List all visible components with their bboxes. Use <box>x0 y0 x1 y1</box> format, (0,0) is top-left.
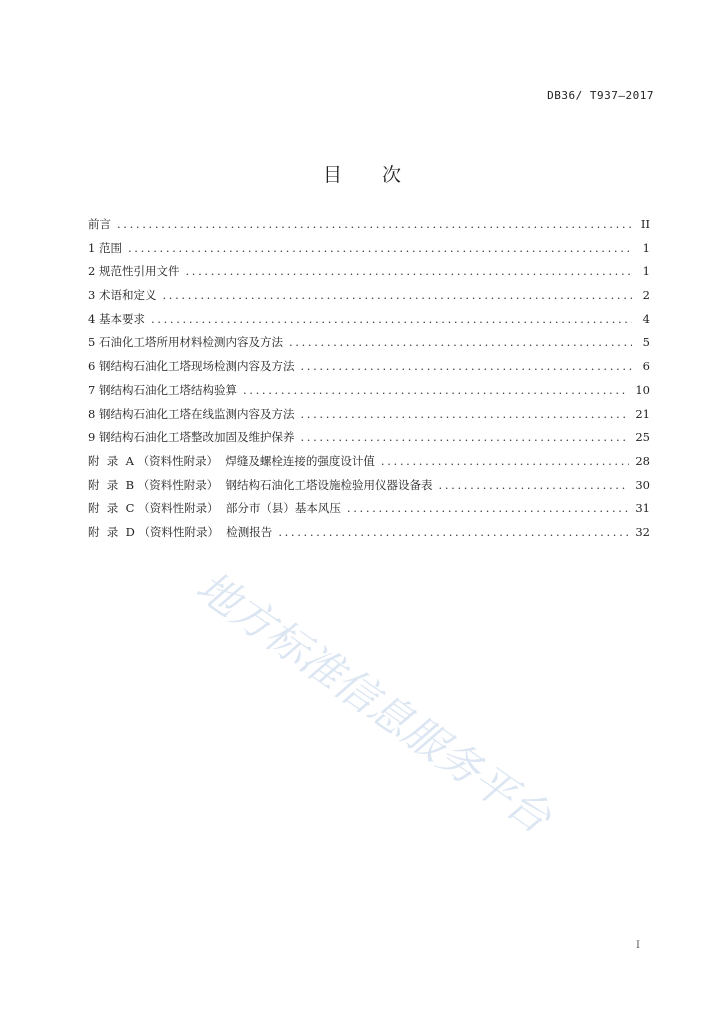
toc-entry[interactable] <box>88 240 650 264</box>
toc-entry[interactable] <box>88 358 650 382</box>
toc-entry-page: 6 <box>642 359 650 374</box>
toc-leader-dots <box>128 241 632 255</box>
toc-leader-dots <box>278 525 629 539</box>
toc-leader-dots <box>162 288 632 302</box>
toc-entry-label: 8 钢结构石油化工塔在线监测内容及方法 <box>88 406 295 421</box>
toc-entry[interactable] <box>88 477 650 501</box>
toc-entry-label: 5 石油化工塔所用材料检测内容及方法 <box>88 335 283 350</box>
toc-entry[interactable] <box>88 500 650 524</box>
toc-leader-dots <box>117 217 632 231</box>
toc-entry-page: 21 <box>635 406 650 421</box>
toc-entry[interactable] <box>88 429 650 453</box>
toc-leader-dots <box>185 264 632 278</box>
standard-code: DB36/ T937—2017 <box>547 89 654 102</box>
toc-leader-dots <box>381 454 629 468</box>
toc-entry-page: 5 <box>642 335 650 350</box>
toc-entry-label: 1 范围 <box>88 240 122 255</box>
toc-leader-dots <box>243 383 629 397</box>
toc-leader-dots <box>151 312 632 326</box>
toc-entry[interactable] <box>88 453 650 477</box>
toc-entry-label: 6 钢结构石油化工塔现场检测内容及方法 <box>88 359 295 374</box>
toc-entry-page: 28 <box>635 453 650 468</box>
toc-entry-page: 1 <box>642 240 650 255</box>
toc-entry-page: 30 <box>635 477 650 492</box>
toc-entry[interactable] <box>88 216 650 240</box>
toc-entry[interactable] <box>88 524 650 548</box>
toc-entry-label: 附 录 A （资料性附录） 焊缝及螺栓连接的强度设计值 <box>88 453 375 468</box>
toc-entry-label: 3 术语和定义 <box>88 288 157 303</box>
toc-leader-dots <box>439 478 630 492</box>
toc-leader-dots <box>289 335 632 349</box>
toc-leader-dots <box>300 407 629 421</box>
toc-entry-label: 2 规范性引用文件 <box>88 264 180 279</box>
toc-entry-label: 4 基本要求 <box>88 311 145 326</box>
toc-entry-page: II <box>640 217 650 231</box>
toc-entry-page: 1 <box>642 264 650 279</box>
toc-entry[interactable] <box>88 334 650 358</box>
toc-entry[interactable] <box>88 406 650 430</box>
watermark: 地方标准信息服务平台 <box>187 561 560 843</box>
toc-entry[interactable] <box>88 287 650 311</box>
toc-entry[interactable] <box>88 382 650 406</box>
toc-entry-page: 2 <box>642 288 650 303</box>
toc-leader-dots <box>300 359 632 373</box>
page-title <box>0 160 724 187</box>
title-char-left: 目 <box>322 164 342 186</box>
title-char-right: 次 <box>382 164 402 186</box>
toc-entry[interactable] <box>88 263 650 287</box>
toc-entry-page: 31 <box>635 501 650 516</box>
toc-entry-label: 9 钢结构石油化工塔整改加固及维护保养 <box>88 430 295 445</box>
page-number: I <box>636 940 640 951</box>
toc-entry-page: 4 <box>642 311 650 326</box>
toc-entry[interactable] <box>88 311 650 335</box>
toc-leader-dots <box>300 430 629 444</box>
table-of-contents <box>88 216 650 548</box>
toc-entry-label: 附 录 D （资料性附录） 检测报告 <box>88 524 273 539</box>
toc-entry-label: 附 录 B （资料性附录） 钢结构石油化工塔设施检验用仪器设备表 <box>88 477 433 492</box>
toc-entry-label: 附 录 C （资料性附录） 部分市（县）基本风压 <box>88 501 341 516</box>
toc-entry-page: 25 <box>635 430 650 445</box>
toc-entry-page: 32 <box>635 524 650 539</box>
toc-entry-label: 7 钢结构石油化工塔结构验算 <box>88 382 237 397</box>
toc-leader-dots <box>347 501 629 515</box>
toc-entry-label: 前言 <box>88 217 111 231</box>
toc-entry-page: 10 <box>635 382 650 397</box>
